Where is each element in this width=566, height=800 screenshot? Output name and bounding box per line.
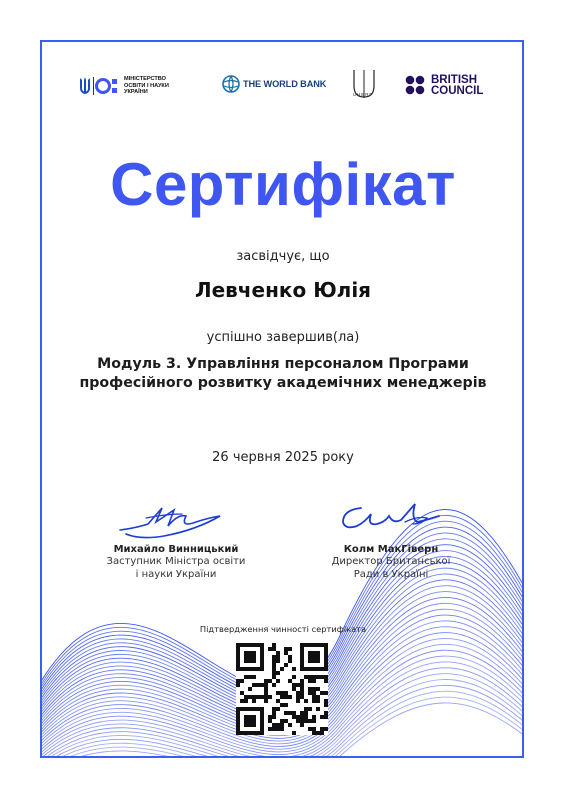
uherp-name: UHERP — [353, 92, 374, 97]
ministry-name: МІНІСТЕРСТВО ОСВІТИ І НАУКИ УКРАЇНИ — [124, 76, 169, 96]
signatory-2-role-line1: Директор Британської — [331, 556, 451, 567]
signatory-1 — [81, 500, 271, 581]
signatory-2-name: Колм МакГіверн — [343, 544, 439, 555]
signature-2-image — [331, 496, 451, 542]
logo-bar — [0, 66, 566, 106]
signatory-1-role — [81, 555, 271, 581]
course-title — [0, 355, 566, 393]
course-title-line2: професійного розвитку академічних менеджерів — [79, 375, 487, 391]
issue-date: 26 червня 2025 року — [212, 450, 354, 465]
british-council-line2: COUNCIL — [431, 85, 484, 97]
signatory-1-name: Михайло Винницький — [113, 544, 239, 555]
signatory-2-role-line2: Ради в Україні — [353, 569, 429, 580]
signatory-2 — [296, 496, 486, 581]
world-bank-logo — [222, 75, 326, 93]
signatory-1-role-line1: Заступник Міністра освіти — [106, 556, 246, 567]
signature-1-image — [116, 500, 236, 542]
recipient-name: Левченко Юлія — [194, 278, 372, 302]
verification-label: Підтвердження чинності сертифіката — [199, 624, 367, 634]
course-title-line1: Модуль 3. Управління персоналом Програми — [97, 356, 469, 372]
attests-text: засвідчує, що — [236, 249, 330, 264]
british-council-line1: BRITISH — [431, 74, 477, 86]
british-council-logo — [405, 75, 483, 97]
signatory-1-role-line2: і науки України — [135, 569, 217, 580]
signatory-2-role — [296, 555, 486, 581]
completed-text: успішно завершив(ла) — [206, 330, 360, 345]
british-council-dots-icon — [405, 75, 427, 97]
ministry-logo — [78, 76, 186, 96]
qr-code[interactable] — [236, 643, 328, 735]
trident-icon — [78, 76, 124, 96]
british-council-name — [431, 75, 483, 97]
certificate-title: Сертифікат — [110, 151, 456, 218]
uherp-logo — [348, 68, 380, 100]
globe-icon — [222, 75, 240, 93]
world-bank-name: THE WORLD BANK — [243, 79, 327, 89]
